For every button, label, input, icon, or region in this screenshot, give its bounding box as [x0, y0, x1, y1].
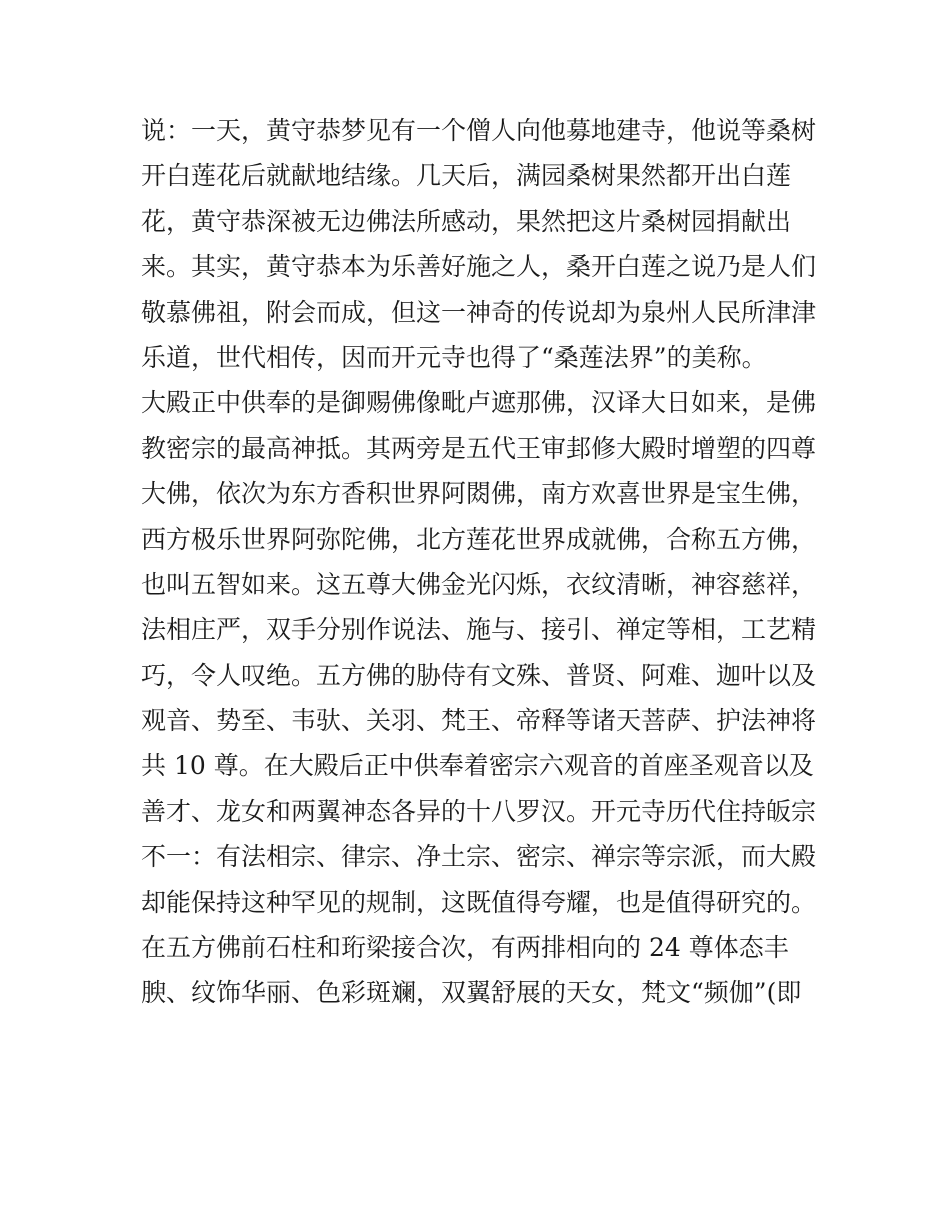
- text-line: 腴、纹饰华丽、色彩斑斓，双翼舒展的天女，梵文“频伽”(即: [141, 978, 802, 1008]
- text-line: 大殿正中供奉的是御赐佛像毗卢遮那佛，汉译大日如来，是佛: [141, 388, 817, 418]
- text-line: 不一：有法相宗、律宗、净土宗、密宗、禅宗等宗派，而大殿: [141, 842, 817, 872]
- text-line: 敬慕佛祖，附会而成，但这一神奇的传说却为泉州人民所津津: [141, 297, 817, 327]
- text-line: 共 10 尊。在大殿后正中供奉着密宗六观音的首座圣观音以及: [141, 751, 814, 781]
- text-line: 也叫五智如来。这五尊大佛金光闪烁，衣纹清晰，神容慈祥，: [141, 569, 817, 599]
- text-line: 乐道，世代相传，因而开元寺也得了“桑莲法界”的美称。: [141, 342, 767, 372]
- text-line: 巧，令人叹绝。五方佛的胁侍有文殊、普贤、阿难、迦叶以及: [141, 660, 817, 690]
- text-line: 观音、势至、韦驮、关羽、梵王、帝释等诸天菩萨、护法神将: [141, 706, 817, 736]
- text-line: 西方极乐世界阿弥陀佛，北方莲花世界成就佛，合称五方佛，: [141, 524, 817, 554]
- text-line: 善才、龙女和两翼神态各异的十八罗汉。开元寺历代住持皈宗: [141, 796, 817, 826]
- text-line: 花，黄守恭深被无边佛法所感动，果然把这片桑树园捐献出: [141, 206, 792, 236]
- text-line: 教密宗的最高神抵。其两旁是五代王审邽修大殿时增塑的四尊: [141, 433, 817, 463]
- text-line: 在五方佛前石柱和珩梁接合次，有两排相向的 24 尊体态丰: [141, 933, 789, 963]
- text-line: 来。其实，黄守恭本为乐善好施之人，桑开白莲之说乃是人们: [141, 252, 817, 282]
- text-line: 开白莲花后就献地结缘。几天后，满园桑树果然都开出白莲: [141, 161, 792, 191]
- text-line: 大佛，依次为东方香积世界阿閦佛，南方欢喜世界是宝生佛，: [141, 479, 817, 509]
- text-line: 法相庄严，双手分别作说法、施与、接引、禅定等相，工艺精: [141, 615, 817, 645]
- body-text: [141, 108, 821, 1016]
- text-line: 说：一天，黄守恭梦见有一个僧人向他募地建寺，他说等桑树: [141, 116, 817, 145]
- text-line: 却能保持这种罕见的规制，这既值得夸耀，也是值得研究的。: [141, 887, 817, 917]
